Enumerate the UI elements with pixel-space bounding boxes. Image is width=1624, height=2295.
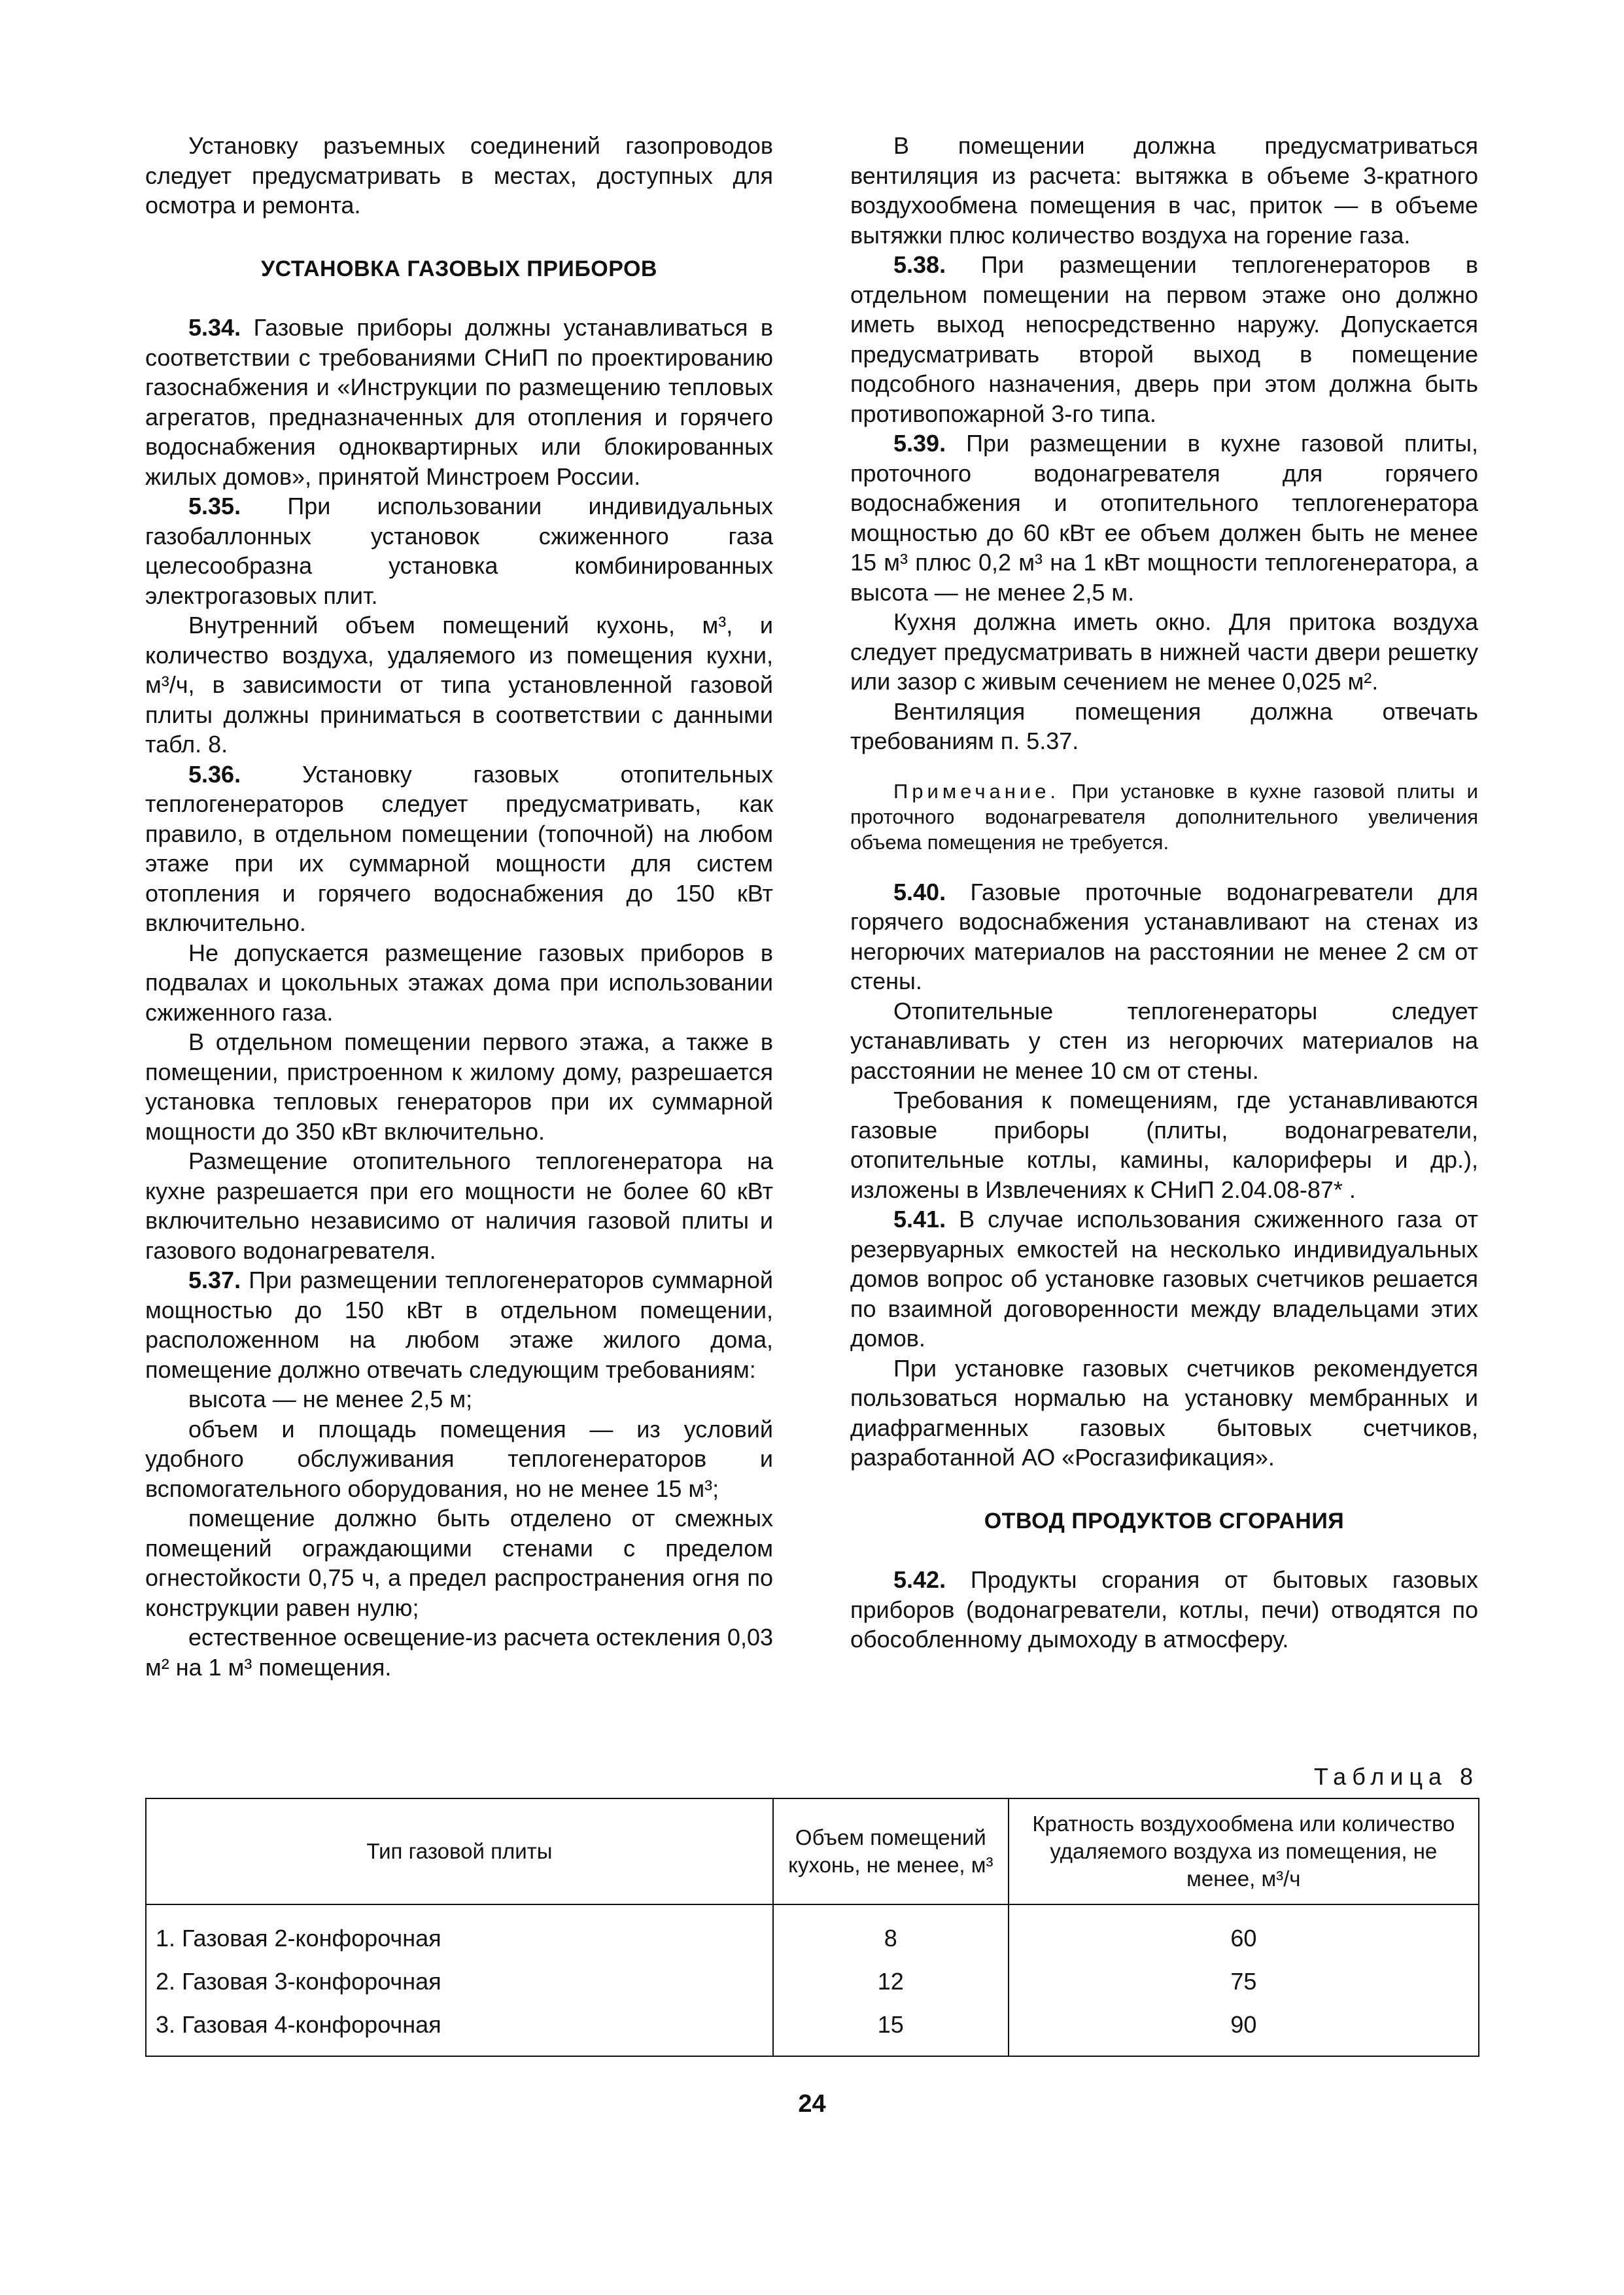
column-header: Тип газовой плиты (146, 1798, 773, 1904)
paragraph-5-38 (850, 250, 1478, 429)
clause-number: 5.35. (188, 493, 241, 519)
clause-number: 5.36. (188, 760, 241, 788)
clause-number: 5.41. (893, 1206, 946, 1233)
clause-number: 5.40. (893, 878, 946, 905)
table-cell: 75 (1009, 1960, 1479, 2003)
table-header-row (146, 1798, 1479, 1904)
clause-text: Газовые приборы должны устанавливаться в соответствии с требованиями СНиП по проектированию газоснабжения и «Инструкции по размещению тепловых агрегатов, предназначенных для отопления и горячего водоснабжения одноквартирных или блокированных жилых домов», принятой Минстроем России. (145, 314, 773, 490)
section-heading: ОТВОД ПРОДУКТОВ СГОРАНИЯ (984, 1508, 1345, 1533)
table-cell: 3. Газовая 4-конфорочная (146, 2003, 773, 2056)
paragraph: Размещение отопительного теплогенератора на кухне разрешается при его мощности не более 60 кВт включительно независимо от наличия газовой плиты и газового водонагревателя. (145, 1148, 773, 1264)
column-header: Объем помещений кухонь, не менее, м³ (773, 1798, 1009, 1904)
clause-text: При использовании индивидуальных газобаллонных установок сжиженного газа целесообразна установка комбинированных электрогазовых плит. (145, 493, 773, 609)
table-cell: 15 (773, 2003, 1009, 2056)
paragraph: Не допускается размещение газовых приборов в подвалах и цокольных этажах дома при использовании сжиженного газа. (145, 939, 773, 1026)
clause-number: 5.38. (893, 251, 946, 278)
table-cell: 90 (1009, 2003, 1479, 2056)
note (850, 779, 1478, 855)
paragraph: В помещении должна предусматриваться вентиляция из расчета: вытяжка в объеме 3-кратного воздухообмена помещения в час, приток — в объеме вытяжки плюс количество воздуха на горение газа. (850, 132, 1478, 249)
paragraph: При установке газовых счетчиков рекомендуется пользоваться нормалью на установку мембранных и диафрагменных газовых бытовых счетчиков, разработанной АО «Росгазификация». (850, 1354, 1478, 1471)
clause-text: Установку газовых отопительных теплогенераторов следует предусматривать, как правило, в отдельном помещении (топочной) на любом этаже при их суммарной мощности для систем отопления и горячего водоснабжения до 150 кВт включительно. (145, 760, 773, 936)
clause-number: 5.42. (893, 1566, 946, 1593)
clause-text: При размещении теплогенераторов суммарной мощностью до 150 кВт в отдельном помещении, расположенном на любом этаже жилого дома, помещение должно отвечать следующим требованиям: (145, 1267, 773, 1383)
requirement-item: естественное освещение-из расчета остекления 0,03 м² на 1 м³ помещения. (145, 1624, 773, 1681)
paragraph: Вентиляция помещения должна отвечать требованиям п. 5.37. (850, 697, 1478, 754)
clause-number: 5.34. (188, 314, 241, 341)
clause-number: 5.39. (893, 430, 946, 457)
clause-text: В случае использования сжиженного газа от резервуарных емкостей на несколько индивидуальных домов вопрос об установке газовых счетчиков решается по взаимной договоренности между владельцами этих домов. (850, 1206, 1478, 1352)
table-cell: 2. Газовая 3-конфорочная (146, 1960, 773, 2003)
clause-text: Газовые проточные водонагреватели для горячего водоснабжения устанавливают на стенах из негорючих материалов на расстоянии не менее 2 см от стены. (850, 878, 1478, 994)
paragraph-5-34 (145, 313, 773, 491)
section-heading: УСТАНОВКА ГАЗОВЫХ ПРИБОРОВ (261, 256, 657, 281)
paragraph: Отопительные теплогенераторы следует устанавливать у стен из негорючих материалов на расстоянии не менее 10 см от стены. (850, 997, 1478, 1084)
table-row (146, 1960, 1479, 2003)
requirement-item: высота — не менее 2,5 м; (188, 1386, 473, 1412)
clause-text: При размещении в кухне газовой плиты, проточного водонагревателя для горячего водоснабжения и отопительного теплогенератора мощностью до 60 кВт ее объем должен быть не менее 15 м³ плюс 0,2 м³ на 1 кВт мощности теплогенератора, а высота — не менее 2,5 м. (850, 430, 1478, 606)
paragraph: В отдельном помещении первого этажа, а также в помещении, пристроенном к жилому дому, разрешается установка тепловых генераторов при их суммарной мощности до 350 кВт включительно. (145, 1028, 773, 1145)
paragraph-5-35 (145, 491, 773, 610)
paragraph-5-39 (850, 429, 1478, 607)
table-cell: 1. Газовая 2-конфорочная (146, 1904, 773, 1960)
page-number: 24 (798, 2090, 826, 2118)
paragraph-5-40 (850, 877, 1478, 996)
column-header: Кратность воздухообмена или количество удаляемого воздуха из помещения, не менее, м³/ч (1009, 1798, 1479, 1904)
table-row (146, 1904, 1479, 1960)
clause-text: Продукты сгорания от бытовых газовых приборов (водонагреватели, котлы, печи) отводятся по обособленному дымоходу в атмосферу. (850, 1566, 1478, 1653)
paragraph: Кухня должна иметь окно. Для притока воздуха следует предусматривать в нижней части двери решетку или зазор с живым сечением не менее 0,025 м². (850, 608, 1478, 695)
table-8 (145, 1798, 1479, 2057)
paragraph-5-37 (145, 1265, 773, 1384)
clause-number: 5.37. (188, 1267, 241, 1293)
right-column (850, 131, 1478, 1655)
paragraph: Требования к помещениям, где устанавливаются газовые приборы (плиты, водонагреватели, отопительные котлы, камины, калориферы и др.), изложены в Извлечениях к СНиП 2.04.08-87* . (850, 1087, 1478, 1203)
table-cell: 12 (773, 1960, 1009, 2003)
table-cell: 8 (773, 1904, 1009, 1960)
requirement-item: объем и площадь помещения — из условий удобного обслуживания теплогенераторов и вспомогательного оборудования, но не менее 15 м³; (145, 1415, 773, 1502)
paragraph-5-36 (145, 760, 773, 938)
paragraph: Установку разъемных соединений газопроводов следует предусматривать в местах, доступных для осмотра и ремонта. (145, 132, 773, 219)
note-label: Примечание. (893, 779, 1060, 803)
left-column (145, 131, 773, 1682)
requirement-item: помещение должно быть отделено от смежных помещений ограждающими стенами с пределом огнестойкости 0,75 ч, а предел распространения огня по конструкции равен нулю; (145, 1505, 773, 1621)
note-text: При установке в кухне газовой плиты и проточного водонагревателя дополнительного увеличения объема помещения не требуется. (850, 779, 1478, 854)
table-caption: Таблица 8 (1313, 1763, 1479, 1790)
paragraph-5-42 (850, 1565, 1478, 1655)
table-cell: 60 (1009, 1904, 1479, 1960)
clause-text: При размещении теплогенераторов в отдельном помещении на первом этаже оно должно иметь выход непосредственно наружу. Допускается предусматривать второй выход в помещение подсобного назначения, дверь при этом должна быть противопожарной 3-го типа. (850, 251, 1478, 427)
table-row (146, 2003, 1479, 2056)
paragraph-5-41 (850, 1204, 1478, 1354)
paragraph: Внутренний объем помещений кухонь, м³, и количество воздуха, удаляемого из помещения кухни, м³/ч, в зависимости от типа установленной газовой плиты должны приниматься в соответствии с данными табл. 8. (145, 612, 773, 758)
